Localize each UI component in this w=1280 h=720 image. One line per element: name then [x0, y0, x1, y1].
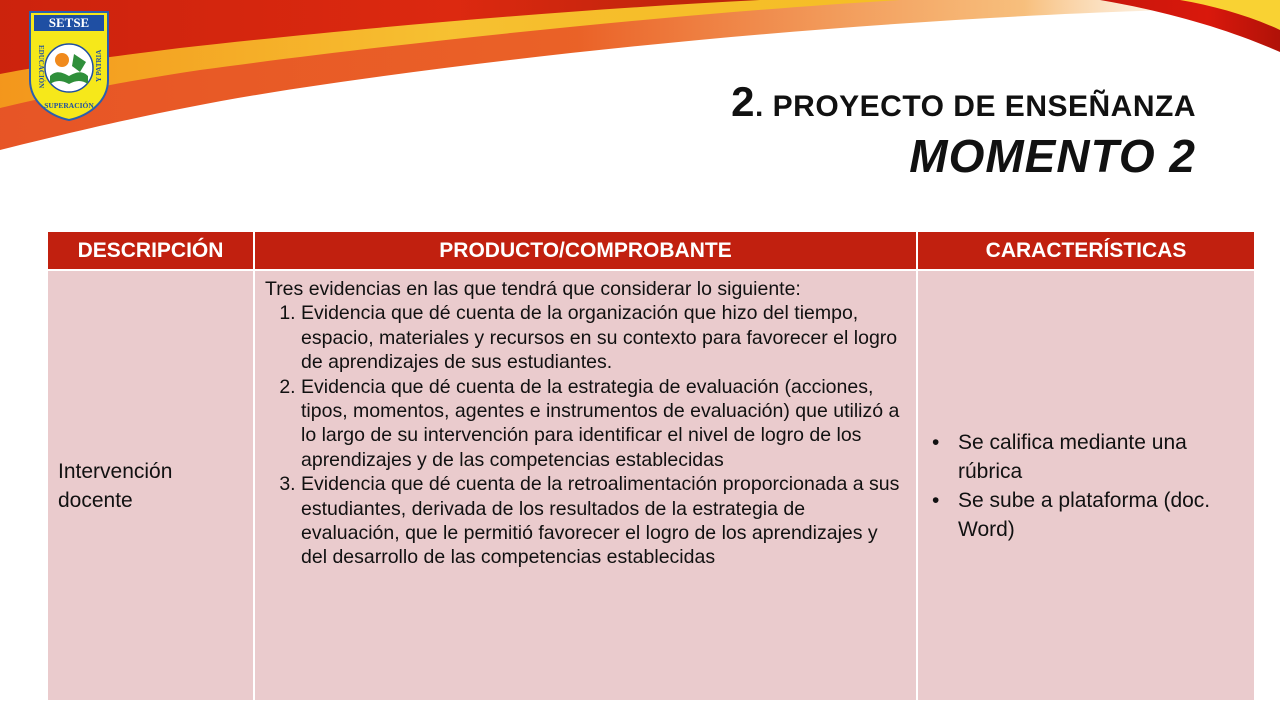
table-header-row: [47, 231, 1255, 270]
list-item: 3. Evidencia que dé cuenta de la retroalimentación proporcionada a sus estudiantes, derivada de los resultados de la estrategia de evaluación, que le permitió favorecer el logro de los aprendizajes y del desarrollo de las competencias establecidas: [301, 472, 906, 570]
slide-title: [731, 80, 1196, 183]
logo-title: SETSE: [48, 15, 90, 30]
header-description: DESCRIPCIÓN: [47, 231, 254, 270]
setse-logo: [28, 10, 110, 122]
description-cell: Intervención docente: [47, 270, 254, 701]
title-number: 2: [731, 78, 755, 125]
list-item: 2. Evidencia que dé cuenta de la estrategia de evaluación (acciones, tipos, momentos, agentes e instrumentos de evaluación) que utilizó a lo largo de su intervención para identificar el nivel de logro de los aprendizajes y de las competencias establecidas: [301, 375, 906, 473]
characteristics-list: [928, 428, 1244, 544]
logo-left-text: EDUCACIÓN: [37, 45, 45, 89]
product-list: [265, 301, 906, 569]
title-subheading: MOMENTO 2: [909, 130, 1196, 182]
header-characteristics: CARACTERÍSTICAS: [917, 231, 1255, 270]
product-cell: [254, 270, 917, 701]
table-row: [47, 270, 1255, 701]
list-item: • Se califica mediante una rúbrica: [958, 428, 1244, 486]
product-intro: Tres evidencias en las que tendrá que considerar lo siguiente:: [265, 278, 801, 300]
content-table: [46, 230, 1256, 702]
title-heading-text: . PROYECTO DE ENSEÑANZA: [754, 90, 1196, 123]
list-item: • Se sube a plataforma (doc. Word): [958, 486, 1244, 544]
header-product: PRODUCTO/COMPROBANTE: [254, 231, 917, 270]
logo-bottom-text: SUPERACIÓN: [44, 101, 94, 110]
logo-right-text: Y PATRIA: [95, 49, 103, 82]
characteristics-cell: [917, 270, 1255, 701]
title-heading: [731, 80, 1196, 129]
list-item: 1. Evidencia que dé cuenta de la organización que hizo del tiempo, espacio, materiales y recursos en su contexto para favorecer el logro de aprendizajes de sus estudiantes.: [301, 301, 906, 374]
